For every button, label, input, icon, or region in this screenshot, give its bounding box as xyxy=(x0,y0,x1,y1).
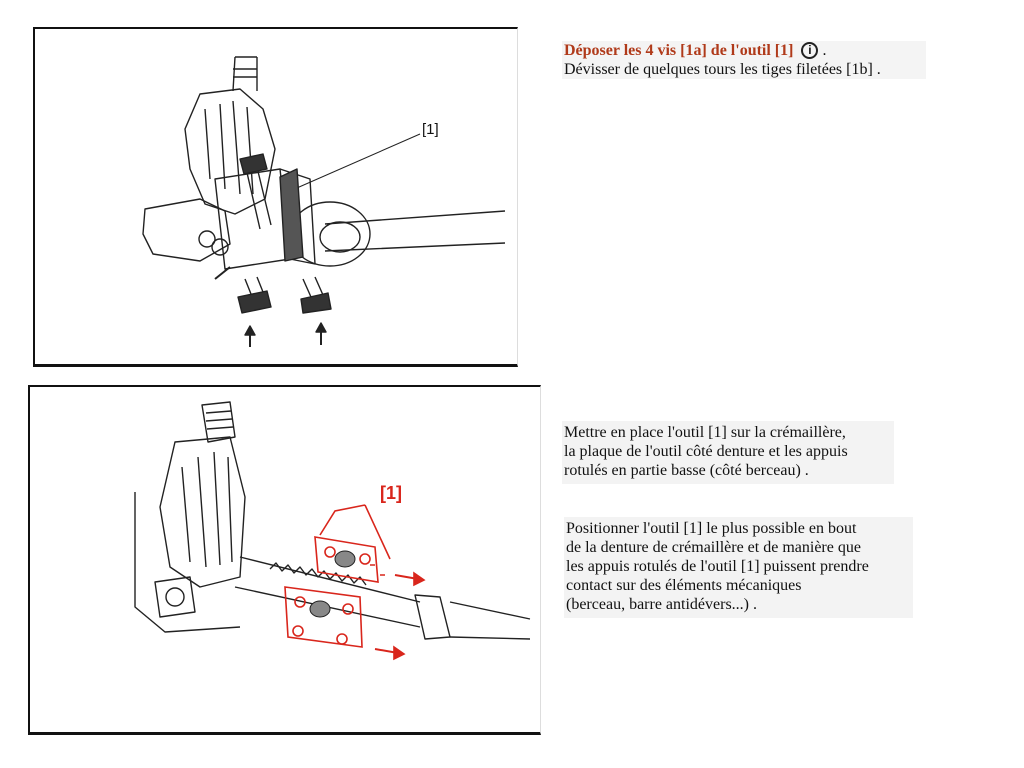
steering-rack-drawing-bottom xyxy=(30,387,541,735)
text-line: la plaque de l'outil côté denture et les appuis xyxy=(564,443,848,460)
text-line: (berceau, barre antidévers...) . xyxy=(566,596,757,613)
figure-remove-screws xyxy=(33,27,518,367)
step-position-tool xyxy=(564,517,913,618)
info-icon[interactable]: i xyxy=(801,42,818,59)
step-body: Dévisser de quelques tours les tiges filetées [1b] . xyxy=(564,61,881,78)
title-suffix: . xyxy=(822,42,827,59)
text-line: les appuis rotulés de l'outil [1] puissent prendre xyxy=(566,558,869,575)
step-title: Déposer les 4 vis [1a] de l'outil [1] xyxy=(564,42,794,59)
text-line: Mettre en place l'outil [1] sur la crémaillère, xyxy=(564,424,846,441)
step-remove-screws xyxy=(562,41,926,79)
tool-callout-red: [1] xyxy=(380,483,402,503)
text-line: contact sur des éléments mécaniques xyxy=(566,577,802,594)
steering-rack-drawing-top xyxy=(35,29,518,367)
step-install-tool xyxy=(562,421,894,484)
tool-callout: [1] xyxy=(422,121,439,138)
text-line: rotulés en partie basse (côté berceau) . xyxy=(564,462,809,479)
figure-tool-placement xyxy=(28,385,541,735)
text-line: Positionner l'outil [1] le plus possible en bout xyxy=(566,520,857,537)
text-line: de la denture de crémaillère et de manière que xyxy=(566,539,861,556)
